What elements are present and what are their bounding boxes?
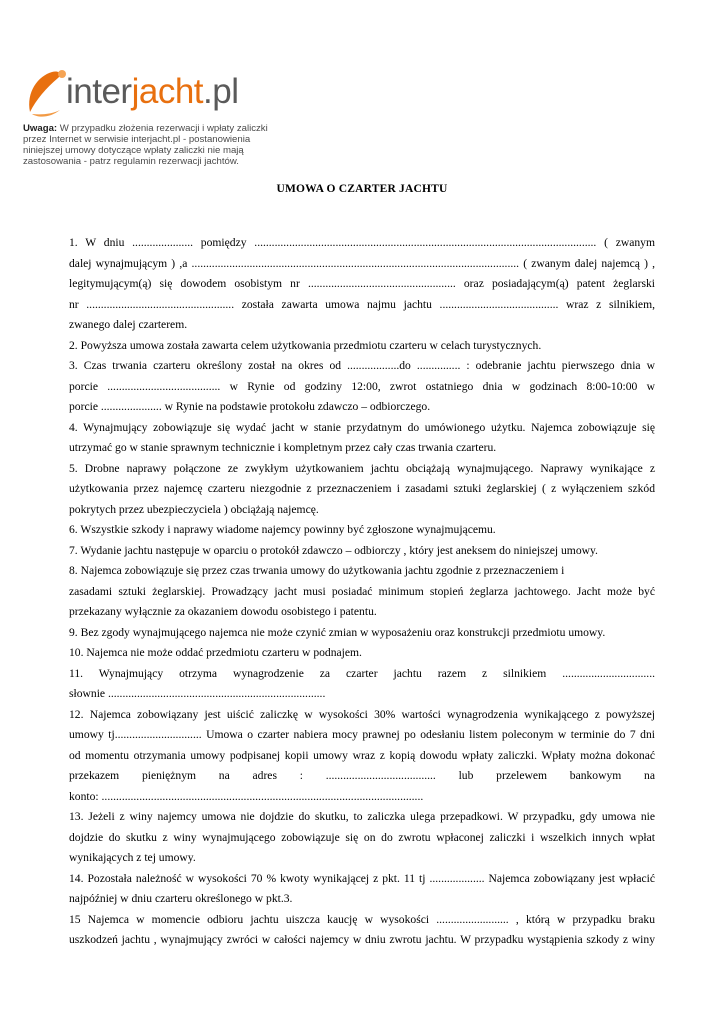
contract-line: dalej wynajmującym ) ,a ................................................................................................................. ( zwanym dalej najemcą ) ,	[69, 256, 655, 270]
contract-line: 9. Bez zgody wynajmującego najemca nie może czynić zmian w wyposażeniu oraz konstrukcji przedmiotu umowy.	[69, 625, 606, 639]
contract-line: najpóźniej w dniu czarteru określonego w pkt.3.	[69, 892, 293, 905]
contract-line: dojdzie do skutku z winy wynajmującego zobowiązuje się on do zwrotu wpłaconej zaliczki i wszelkich innych wpłat	[69, 830, 655, 844]
contract-line: 15 Najemca w momencie odbioru jachtu uiszcza kaucję w wysokości ......................... , którą w przypadku braku	[69, 912, 655, 926]
logo-text-prefix: inter	[66, 72, 132, 111]
contract-line: 5. Drobne naprawy połączone ze zwykłym użytkowaniem jachtu obciążają wynajmującego. Naprawy wynikające z	[69, 461, 655, 475]
contract-body	[69, 233, 655, 951]
contract-line: pokrytych przez ubezpieczyciela ) obciążają najemcę.	[69, 502, 319, 516]
contract-line: przekazany wyłącznie za okazaniem dowodu osobistego i patentu.	[69, 605, 377, 618]
contract-line: 2. Powyższa umowa została zawarta celem użytkowania przedmiotu czarteru w celach turystycznych.	[69, 338, 542, 352]
contract-line: 10. Najemca nie może oddać przedmiotu czarteru w podnajem.	[69, 646, 362, 659]
logo-text-suffix: .pl	[203, 72, 239, 111]
notice-box	[23, 123, 273, 167]
contract-line: 6. Wszystkie szkody i naprawy wiadome najemcy powinny być zgłoszone wynajmującemu.	[69, 523, 496, 536]
contract-line: utrzymać go w stanie sprawnym technicznie i kompletnym przez cały czas trwania czarteru.	[69, 441, 497, 454]
contract-line: uszkodzeń jachtu , wynajmujący zwróci w całości najemcy w dniu zwrotu jachtu. W przypadku wystąpienia szkody z winy	[69, 933, 655, 946]
logo-wordmark	[66, 70, 239, 114]
contract-line: konto: ...............................................................................................................	[69, 789, 424, 803]
contract-line: 12. Najemca zobowiązany jest uiścić zaliczkę w wysokości 30% wartości wynagrodzenia wynikającego z powyższej	[69, 707, 655, 721]
contract-line: 3. Czas trwania czarteru określony został na okres od ..................do ............... : odebranie jachtu pierwszego dnia w	[69, 359, 655, 372]
contract-line: nr ................................................... została zawarta umowa najmu jachtu ......................................... wraz z silnikiem,	[69, 297, 655, 311]
contract-line: 4. Wynajmujący zobowiązuje się wydać jacht w stanie przydatnym do umówionego użytku. Najemca zobowiązuje się	[69, 420, 655, 434]
contract-line: 1. W dniu ..................... pomiędzy ...................................................................................................................... ( zwanym	[69, 236, 655, 249]
contract-line: umowy tj.............................. Umowa o czarter nabiera mocy prawnej po odesłaniu listem poleconym w terminie do 7 dni	[69, 728, 655, 741]
notice-text: W przypadku złożenia rezerwacji i wpłaty zaliczki przez Internet w serwisie interjacht.pl - postanowienia niniejszej umowy dotyczące wpłaty zaliczki nie mają zastosowania - patrz regulamin rezerwacji jachtów.	[23, 123, 268, 167]
contract-line: 13. Jeżeli z winy najemcy umowa nie dojdzie do skutku, to zaliczka ulega przepadkowi. W przypadku, gdy umowa nie	[69, 810, 655, 823]
contract-line: porcie ..................... w Rynie na podstawie protokołu zdawczo – odbiorczego.	[69, 400, 431, 413]
contract-line: wynikających z tej umowy.	[69, 851, 196, 864]
contract-line: zasadami sztuki żeglarskiej. Prowadzący jacht musi posiadać minimum stopień żeglarza jachtowego. Jacht może być	[69, 584, 655, 598]
contract-line: 7. Wydanie jachtu następuje w oparciu o protokół zdawczo – odbiorczy , który jest aneksem do niniejszej umowy.	[69, 543, 598, 557]
contract-line: użytkowania przez najemcę czarteru niezgodnie z przeznaczeniem i zasadami sztuki żeglarskiej ( z wyłączeniem szkód	[69, 482, 655, 495]
contract-line: 8. Najemca zobowiązuje się przez czas trwania umowy do użytkowania jachtu zgodnie z przeznaczeniem i	[69, 564, 565, 577]
contract-line: 11. Wynajmujący otrzyma wynagrodzenie za czarter jachtu razem z silnikiem ................................	[69, 666, 655, 680]
logo-text-accent: jacht	[131, 72, 204, 111]
contract-line: porcie ....................................... w Rynie od godziny 12:00, zwrot ostatniego dnia w godzinach 8:00-10:00 w	[69, 379, 655, 393]
contract-line: słownie ...........................................................................	[69, 687, 326, 700]
contract-line: zwanego dalej czarterem.	[69, 318, 188, 331]
document-title: UMOWA O CZARTER JACHTU	[276, 183, 448, 195]
contract-line: przekazem pieniężnym na adres : ...................................... lub przelewem bankowym na	[69, 769, 655, 782]
contract-line: od momentu otrzymania umowy podpisanej kopii umowy wraz z kopią dowodu wpłaty zaliczki. Wpłaty można dokonać	[69, 748, 655, 762]
contract-line: legitymującym(ą) się dowodem osobistym nr ................................................... oraz posiadającym(ą) patent żeglarski	[69, 277, 655, 290]
contract-line: 14. Pozostała należność w wysokości 70 % kwoty wynikającej z pkt. 11 tj ................... Najemca zobowiązany jest wpłacić	[69, 871, 655, 885]
sail-swoosh-icon	[22, 66, 70, 122]
notice-label: Uwaga:	[23, 123, 58, 134]
site-logo	[22, 66, 239, 122]
